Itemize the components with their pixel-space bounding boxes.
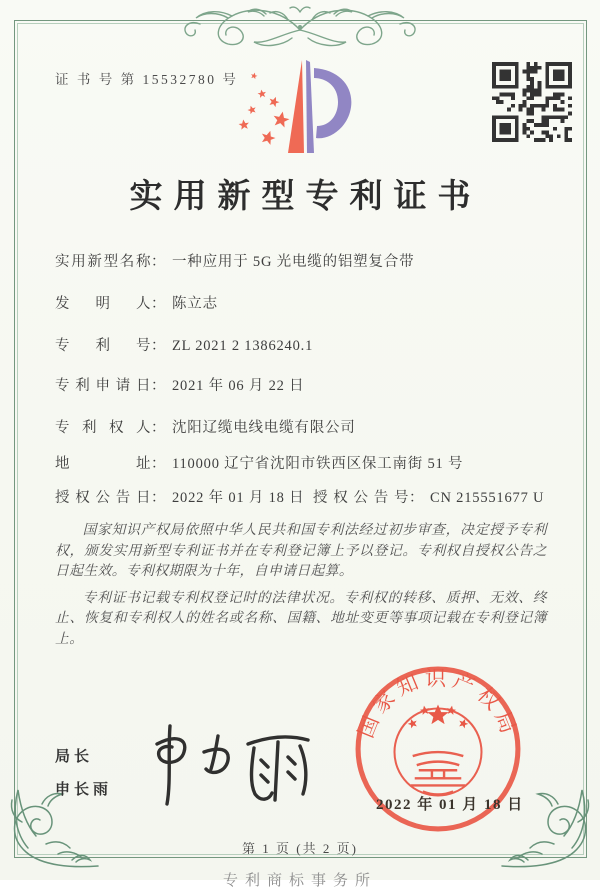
field-row-patentee [55,416,560,437]
field-colon: ： [151,420,166,436]
field-row-address [55,452,560,473]
seal-text: 国家知识产权局 [353,666,523,742]
field-label: 发明人 [55,296,151,312]
seal-date: 2022 年 01 月 18 日 [376,797,524,813]
certificate-number: 证 书 号 第 15532780 号 [55,72,239,87]
qr-code [492,62,572,142]
field-value: CN 215551677 U [430,490,545,506]
field-colon: ： [151,296,166,312]
legal-paragraph-2: 专利证书记载专利权登记时的法律状况。专利权的转移、质押、无效、终止、恢复和专利权人的姓名或名称、国籍、地址变更等事项记载在专利登记簿上。 [55,589,547,646]
field-row-patent-number [55,334,560,355]
field-row-utility-model-name [55,250,560,271]
field-label: 专利申请日 [55,378,151,394]
field-colon: ： [151,338,166,354]
field-value: 2022 年 01 月 18 日 [172,490,305,506]
official-name: 申长雨 [55,782,113,798]
official-block [55,745,112,799]
field-value: 沈阳辽缆电线电缆有限公司 [172,420,356,436]
field-row-grant [55,486,560,507]
field-label: 授权公告日 [55,490,151,506]
truncated-agency-text: 专利商标事务所 [222,873,377,889]
field-colon: ： [151,456,166,472]
field-row-inventor [55,292,560,313]
field-colon: ： [151,378,166,394]
cnipa-logo [232,54,372,164]
top-flourish-ornament [170,0,430,58]
field-colon: ： [409,490,424,506]
field-value: 陈立志 [172,296,218,312]
field-colon: ： [151,490,166,506]
field-value: 2021 年 06 月 22 日 [172,378,305,394]
field-value: 一种应用于 5G 光电缆的铝塑复合带 [172,254,415,270]
grant-number-pair [313,486,544,507]
field-label: 授权公告号 [313,490,409,506]
page-number: 第 1 页 (共 2 页) [242,841,358,856]
field-label: 地址 [55,456,151,472]
legal-paragraph-1: 国家知识产权局依照中华人民共和国专利法经过初步审查，决定授予专利权，颁发实用新型专利证书并在专利登记簿上予以登记。专利权自授权公告之日起生效。专利权期限为十年，自申请日起算。 [55,522,547,578]
commissioner-signature [148,712,323,812]
legal-text [55,520,547,655]
field-label: 实用新型名称 [55,254,151,270]
certificate-title: 实用新型专利证书 [129,179,482,215]
field-label: 专利权人 [55,420,151,436]
field-row-filing-date [55,374,560,395]
field-colon: ： [151,254,166,270]
field-value: 110000 辽宁省沈阳市铁西区保工南街 51 号 [172,456,464,472]
svg-text:国家知识产权局 [354,667,523,742]
official-title: 局长 [55,749,94,765]
field-label: 专利号 [55,338,151,354]
field-value: ZL 2021 2 1386240.1 [172,338,314,354]
